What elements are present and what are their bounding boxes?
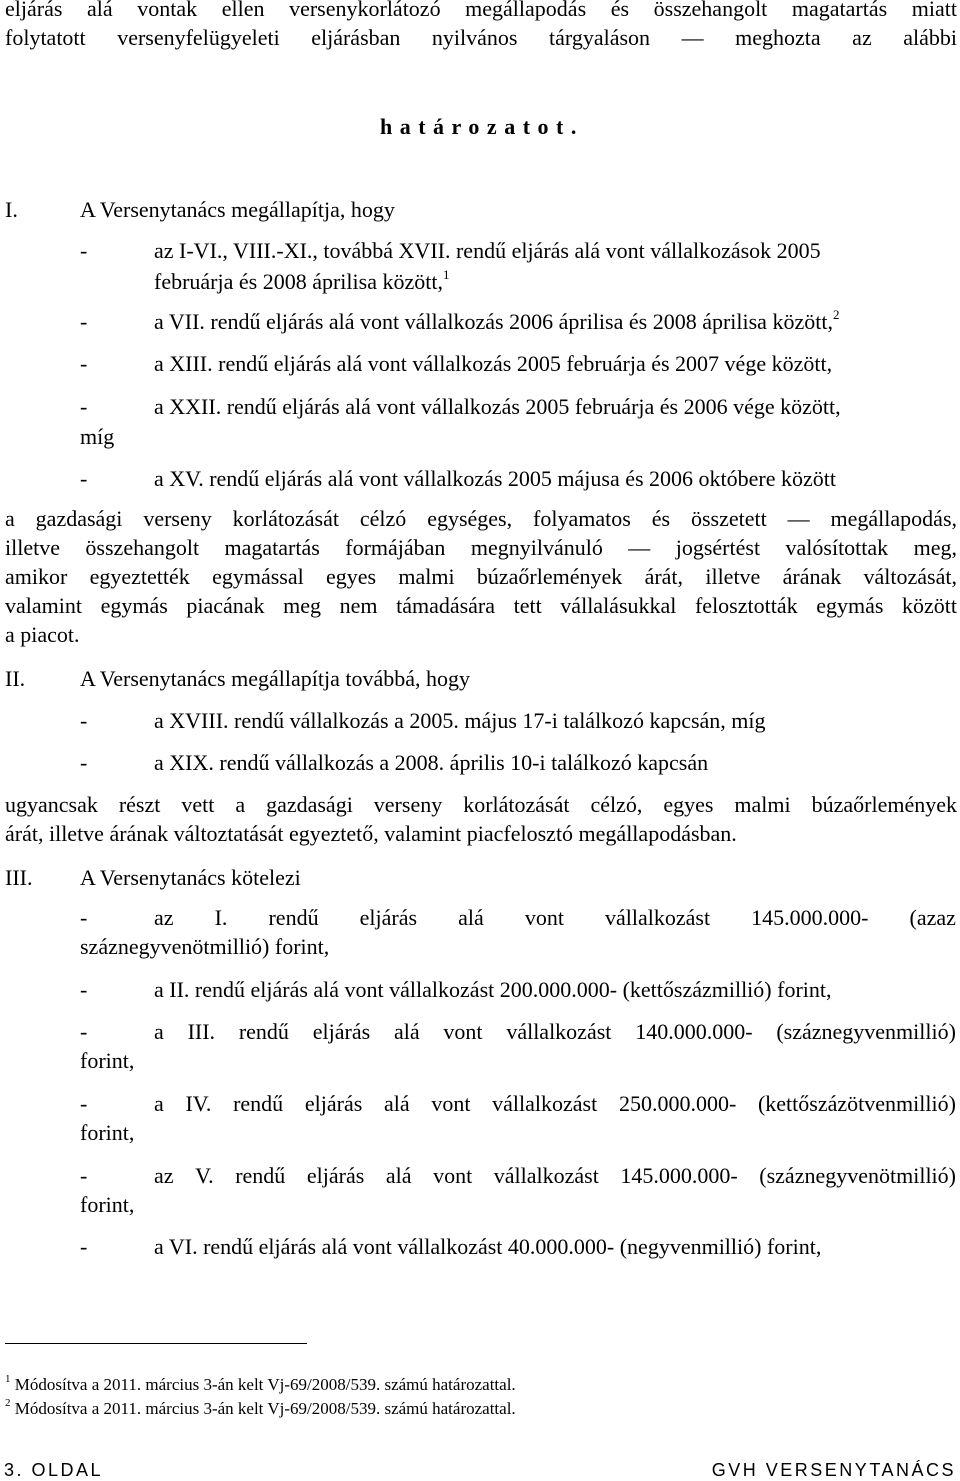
section-3-item-4-line-2: forint, xyxy=(80,1120,135,1145)
section-3-item-1-line-2: száznegyvenötmillió) forint, xyxy=(80,934,330,959)
footnote-divider xyxy=(5,1343,307,1344)
section-2-item-1: a XVIII. rendű vállalkozás a 2005. május 17-i találkozó kapcsán, míg xyxy=(154,708,766,733)
section-1-title: A Versenytanács megállapítja, hogy xyxy=(80,197,395,222)
list-dash: - xyxy=(80,466,88,491)
section-3-item-4-line-1: a IV. rendű eljárás alá vont vállalkozást 250.000.000- (kettőszázötvenmillió) xyxy=(154,1091,956,1116)
intro-paragraph xyxy=(5,0,957,52)
intro-line-1: eljárás alá vontak ellen versenykorlátozó megállapodás és összehangolt magatartás miatt xyxy=(5,0,957,21)
paragraph-line: a piacot. xyxy=(5,622,80,647)
section-1-item-1-line-2: februárja és 2008 áprilisa között,$^1$ xyxy=(154,266,450,294)
paragraph-line: valamint egymás piacának meg nem támadására tett vállalásukkal felosztották egymás között xyxy=(5,593,957,618)
footnote-2: $^2$ Módosítva a 2011. március 3-án kelt Vj-69/2008/539. számú határozattal. xyxy=(5,1397,516,1418)
decision-heading: h a t á r o z a t o t . xyxy=(380,114,578,139)
section-3-item-2: a II. rendű eljárás alá vont vállalkozást 200.000.000- (kettőszázmillió) forint, xyxy=(154,977,832,1002)
paragraph-line: a gazdasági verseny korlátozását célzó egységes, folyamatos és összetett — megállapodás, xyxy=(5,506,957,531)
section-1-item-4: a XXII. rendű eljárás alá vont vállalkozás 2005 februárja és 2006 vége között, xyxy=(154,394,841,419)
list-dash: - xyxy=(80,905,88,930)
section-2-title: A Versenytanács megállapítja továbbá, hogy xyxy=(80,666,470,691)
section-2-number: II. xyxy=(5,666,26,691)
list-dash: - xyxy=(80,309,88,334)
section-2-item-2: a XIX. rendű vállalkozás a 2008. április 10-i találkozó kapcsán xyxy=(154,750,709,775)
footer-organization: GVH VERSENYTANÁCS xyxy=(711,1460,956,1480)
intro-line-2: folytatott versenyfelügyeleti eljárásban nyilvános tárgyaláson — meghozta az alábbi xyxy=(5,25,957,50)
list-dash: - xyxy=(80,394,88,419)
footnote-ref-1[interactable]: 1 xyxy=(442,266,450,282)
section-3-item-1-line-1: az I. rendű eljárás alá vont vállalkozást 145.000.000- (azaz xyxy=(154,905,956,930)
list-dash: - xyxy=(80,1234,88,1259)
list-dash: - xyxy=(80,977,88,1002)
paragraph-line: ugyancsak részt vett a gazdasági verseny korlátozását célzó, egyes malmi búzaőrlemények xyxy=(5,792,957,817)
paragraph-line: amikor egyeztették egymással egyes malmi búzaőrlemények árát, illetve árának változását, xyxy=(5,564,957,589)
list-dash: - xyxy=(80,1163,88,1188)
section-1-mig: míg xyxy=(80,424,115,449)
list-dash: - xyxy=(80,750,88,775)
section-3-item-6: a VI. rendű eljárás alá vont vállalkozást 40.000.000- (negyvenmillió) forint, xyxy=(154,1234,822,1259)
list-dash: - xyxy=(80,238,88,263)
section-1-item-2: a VII. rendű eljárás alá vont vállalkozás 2006 áprilisa és 2008 áprilisa között,$^2$ xyxy=(154,306,840,334)
list-dash: - xyxy=(80,708,88,733)
section-3-item-3-line-1: a III. rendű eljárás alá vont vállalkozást 140.000.000- (száznegyvenmillió) xyxy=(154,1019,956,1044)
footnote-ref-2[interactable]: 2 xyxy=(832,306,840,322)
section-2-paragraph xyxy=(5,790,957,848)
section-3-number: III. xyxy=(5,865,33,890)
footnote-1: $^1$ Módosítva a 2011. március 3-án kelt Vj-69/2008/539. számú határozattal. xyxy=(5,1373,516,1394)
section-3-item-3-line-2: forint, xyxy=(80,1048,135,1073)
paragraph-line: illetve összehangolt magatartás formájában megnyilvánuló — jogsértést valósítottak meg, xyxy=(5,535,957,560)
section-1-item-5: a XV. rendű eljárás alá vont vállalkozás 2005 májusa és 2006 októbere között xyxy=(154,466,837,491)
list-dash: - xyxy=(80,1091,88,1116)
footer-page-number: 3. OLDAL xyxy=(4,1460,104,1480)
section-3-item-5-line-2: forint, xyxy=(80,1192,135,1217)
section-1-number: I. xyxy=(5,197,18,222)
list-dash: - xyxy=(80,1019,88,1044)
section-1-item-1-line-1: az I-VI., VIII.-XI., továbbá XVII. rendű eljárás alá vont vállalkozások 2005 xyxy=(154,238,821,263)
section-1-item-3: a XIII. rendű eljárás alá vont vállalkozás 2005 februárja és 2007 vége között, xyxy=(154,351,833,376)
paragraph-line: árát, illetve árának változtatását egyeztető, valamint piacfelosztó megállapodásban. xyxy=(5,821,737,846)
list-dash: - xyxy=(80,351,88,376)
section-1-paragraph xyxy=(5,504,957,649)
section-3-item-5-line-1: az V. rendű eljárás alá vont vállalkozást 145.000.000- (száznegyvenötmillió) xyxy=(154,1163,956,1188)
section-3-title: A Versenytanács kötelezi xyxy=(80,865,301,890)
